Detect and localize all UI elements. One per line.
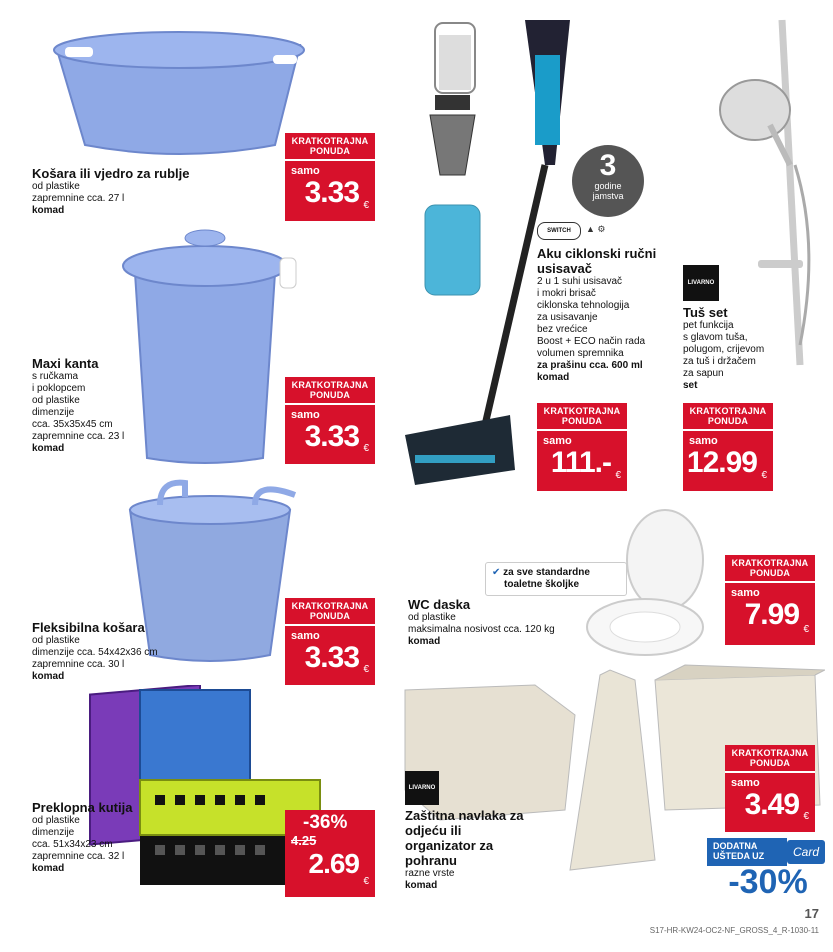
product-unit: komad (537, 372, 570, 383)
offer-tag: KRATKOTRAJNA PONUDA (285, 377, 375, 405)
offer-tag: KRATKOTRAJNA PONUDA (725, 745, 815, 773)
currency: € (803, 811, 809, 822)
discount-percent: -36% (303, 812, 348, 833)
product-desc: od plastike dimenzije cca. 54x42x36 cm zapremnine cca. 30 l (32, 635, 158, 670)
card-discount-label (707, 838, 787, 866)
product-flex-basket (32, 620, 192, 683)
samo-label: samo (291, 165, 320, 177)
page-number: 17 (804, 906, 819, 921)
currency: € (363, 443, 369, 454)
currency: € (761, 470, 767, 481)
product-desc: od plastike dimenzije cca. 51x34x23 cm zapremnine cca. 32 l (32, 815, 125, 862)
samo-label: samo (731, 587, 760, 599)
price-value: 3.33 (304, 641, 359, 674)
price-value: 111.- (550, 446, 611, 479)
price-box-laundry-basket (285, 133, 375, 221)
product-desc: razne vrste (405, 868, 455, 879)
price-value: 12.99 (686, 446, 757, 479)
product-title: Košara ili vjedro za rublje (32, 166, 190, 181)
offer-tag: KRATKOTRAJNA PONUDA (725, 555, 815, 583)
price-value: 3.33 (304, 176, 359, 209)
card-line1: DODATNA (713, 841, 758, 851)
product-folding-box (32, 800, 142, 875)
product-maxi-bin (32, 356, 152, 455)
samo-label: samo (291, 630, 320, 642)
card-logo: Card (787, 840, 825, 864)
product-extra: za prašinu cca. 600 ml (537, 360, 643, 371)
product-title: Fleksibilna košara (32, 620, 145, 635)
warranty-badge (572, 145, 644, 217)
price-box-flex-basket (285, 598, 375, 685)
offer-tag: KRATKOTRAJNA PONUDA (537, 403, 627, 431)
product-desc: 2 u 1 suhi usisavač i mokri brisač ciklonska tehnologija za usisavanje bez vrećice Boost + ECO način rada volumen spremnika (537, 276, 646, 359)
currency: € (363, 200, 369, 211)
product-unit: komad (32, 671, 65, 682)
offer-tag: KRATKOTRAJNA PONUDA (285, 133, 375, 161)
card-discount-badge (707, 838, 829, 900)
product-desc: s ručkama i poklopcem od plastike dimenzije cca. 35x35x45 cm zapremnine cca. 23 l (32, 371, 125, 442)
product-wc-seat (408, 597, 588, 648)
product-shower (683, 305, 793, 392)
offer-tag: KRATKOTRAJNA PONUDA (285, 598, 375, 626)
price-box-maxi-bin (285, 377, 375, 464)
livarno-logo-text: LIVARNO (687, 280, 715, 286)
product-title: Preklopna kutija (32, 800, 133, 815)
price-value: 3.49 (744, 788, 799, 821)
price-value: 3.33 (304, 420, 359, 453)
switch-logo (537, 222, 581, 240)
price-box-folding-box (285, 810, 375, 897)
old-price: 4.25 (291, 833, 317, 848)
product-unit: komad (32, 205, 65, 216)
currency: € (615, 470, 621, 481)
switch-logo-text: SWITCH (547, 228, 571, 234)
footer-code: S17-HR-KW24-OC2-NF_GROSS_4_R-1030-11 (649, 926, 819, 935)
livarno-logo-storage (405, 771, 439, 805)
laundry-basket-image (45, 15, 315, 165)
product-desc: od plastike maksimalna nosivost cca. 120 kg (408, 612, 555, 635)
wc-note-line2: toaletne školjke (504, 579, 580, 590)
price-box-vacuum (537, 403, 627, 491)
cert-icons: ▲ ⚙ (586, 224, 606, 234)
product-unit: komad (32, 863, 65, 874)
livarno-logo-text: LIVARNO (408, 785, 436, 791)
price-box-storage (725, 745, 815, 832)
card-line2: UŠTEDA UZ (713, 851, 765, 861)
livarno-logo-shower (683, 265, 719, 301)
product-unit: komad (32, 443, 65, 454)
samo-label: samo (731, 777, 760, 789)
price-box-shower (683, 403, 773, 491)
product-title: Aku ciklonski ručni usisavač (537, 246, 657, 276)
product-title: Maxi kanta (32, 356, 99, 371)
product-unit: komad (405, 880, 438, 891)
product-storage (405, 808, 525, 892)
card-discount-percent: -30% (728, 863, 808, 901)
warranty-number: 3 (599, 149, 617, 182)
currency: € (803, 624, 809, 635)
product-unit: set (683, 380, 698, 391)
samo-label: samo (291, 409, 320, 421)
product-laundry-basket (32, 166, 277, 217)
currency: € (363, 664, 369, 675)
product-vacuum (537, 246, 672, 384)
product-desc: od plastike zapremnine cca. 27 l (32, 181, 125, 204)
product-desc: pet funkcija s glavom tuša, polugom, crijevom za tuš i držačem za sapun (683, 320, 765, 379)
check-icon: ✔ (492, 567, 501, 578)
offer-tag: KRATKOTRAJNA PONUDA (683, 403, 773, 431)
price-value: 7.99 (744, 598, 799, 631)
currency: € (363, 876, 369, 887)
product-title: Tuš set (683, 305, 728, 320)
price-box-wc-seat (725, 555, 815, 645)
wc-note-line1: za sve standardne (503, 567, 590, 578)
product-title: WC daska (408, 597, 471, 612)
samo-label: samo (543, 435, 572, 447)
warranty-text: godine jamstva (592, 181, 624, 201)
price-value: 2.69 (308, 848, 359, 879)
product-title: Zaštitna navlaka za odjeću ili organizator za pohranu (405, 808, 524, 868)
product-unit: komad (408, 636, 441, 647)
samo-label: samo (689, 435, 718, 447)
wc-compatibility-note (485, 562, 627, 596)
